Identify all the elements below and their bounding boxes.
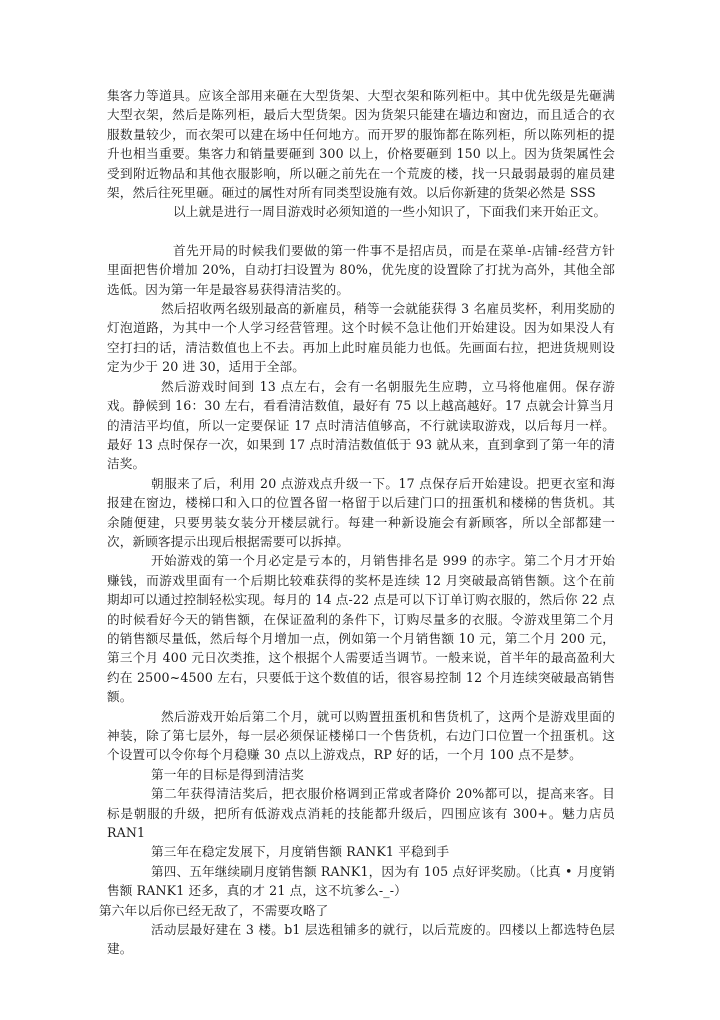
paragraph-building-layout: 朝服来了后，利用 20 点游戏点升级一下。17 点保存后开始建设。把更衣室和海报建在窗边，楼梯口和入口的位置各留一格留于以后建门口的扭蛋机和楼梯的售货机。其余随便建，只要男装女装分开楼层就行。每建一种新设施会有新顾客，所以全部都建一次，新顾客提示出现后根据需要可以拆掉。 [107, 475, 615, 549]
blank-line [107, 222, 615, 241]
paragraph-year-six: 第六年以后你已经无敌了，不需要攻略了 [99, 902, 329, 918]
paragraph-props-allocation: 集客力等道具。应该全部用来砸在大型货架、大型衣架和陈列柜中。其中优先级是先砸满大型衣架，然后是陈列柜，最后大型货架。因为货架只能建在墙边和窗边，而且适合的衣服数量较少，而衣架可以建在场中任何地方。而开罗的服饰都在陈列柜，所以陈列柜的提升也相当重要。集客力和销量要砸到 300 以上，价格要砸到 150 以上。因为货架属性会受到附近物品和其他衣服影响，所以砸之前先在一个荒废的楼，找一只最弱最弱的雇员建架，然后往死里砸。砸过的属性对所有同类型设施有效。以后你新建的货架必然是 SSS [107, 88, 615, 201]
paragraph-year-two: 第二年获得清洁奖后，把衣服价格调到正常或者降价 20%都可以，提高来客。目标是朝服的升级，把所有低游戏点消耗的技能都升级后，四围应该有 300+。魅力店员 RAN1 [107, 786, 615, 841]
paragraph-floor-planning: 活动层最好建在 3 楼。b1 层选租铺多的就行，以后荒废的。四楼以上都选特色层建。 [107, 922, 615, 957]
paragraph-years-four-five: 第四、五年继续刷月度销售额 RANK1，因为有 105 点好评奖励。（比真 • 月度销售额 RANK1 还多，真的才 21 点，这不坑爹么-_-） [107, 863, 615, 899]
paragraph-vending-machines: 然后游戏开始后第二个月，就可以购置扭蛋机和售货机了，这两个是游戏里面的神装，除了第七层外，每一层必须保证楼梯口一个售货机，右边门口位置一个扭蛋机。这个设置可以令你每个月稳赚 30 点以上游戏点，RP 好的话，一个月 100 点不是梦。 [107, 708, 615, 763]
paragraph-year-three: 第三年在稳定发展下，月度销售额 RANK1 平稳到手 [151, 844, 450, 860]
paragraph-cleanliness-award: 然后游戏时间到 13 点左右，会有一名朝服先生应聘，立马将他雇佣。保存游戏。静候到 16：30 左右，看看清洁数值，最好有 75 以上越高越好。17 点就会计算当月的清洁平均值，所以一定要保证 17 点时清洁值够高，不行就读取游戏，以后每月一样。最好 13 点时保存一次，如果到 17 点时清洁数值低于 93 就从来，直到拿到了第一年的清洁奖。 [107, 378, 615, 472]
document-body [99, 86, 615, 959]
paragraph-opening-setup: 首先开局的时候我们要做的第一件事不是招店员，而是在菜单-店铺-经营方针里面把售价增加 20%，自动打扫设置为 80%，优先度的设置除了打扰为高外，其他全部选低。因为第一年是最容易获得清洁奖的。 [107, 242, 615, 297]
paragraph-intro-summary: 以上就是进行一周目游戏时必须知道的一些小知识了，下面我们来开始正文。 [173, 204, 607, 220]
paragraph-sales-control: 开始游戏的第一个月必定是亏本的，月销售排名是 999 的赤字。第二个月才开始赚钱，而游戏里面有一个后期比较难获得的奖杯是连续 12 月突破最高销售额。这个在前期却可以通过控制轻松实现。每月的 14 点-22 点是可以下订单订购衣服的，然后你 22 点的时候看好今天的销售额，在保证盈利的条件下，订购尽量多的衣服。令游戏里第二个月的销售额尽量低，然后每个月增加一点，例如第一个月销售额 10 元，第二个月 200 元，第三个月 400 元日次类推，这个根据个人需要适当调节。一般来说，首半年的最高盈利大约在 2500~4500 左右，只要低于这个数值的话，很容易控制 12 个月连续突破最高销售额。 [107, 553, 615, 705]
paragraph-year-one-goal: 第一年的目标是得到清洁奖 [151, 766, 304, 782]
paragraph-hire-staff: 然后招收两名级别最高的新雇员，稍等一会就能获得 3 名雇员奖杯，利用奖励的灯泡道路，为其中一个人学习经营管理。这个时候不急让他们开始建设。因为如果没人有空打扫的话，清洁数值也上不去。再加上此时雇员能力也低。先画面右拉，把进货规则设定为少于 20 进 30，适用于全部。 [107, 301, 615, 375]
